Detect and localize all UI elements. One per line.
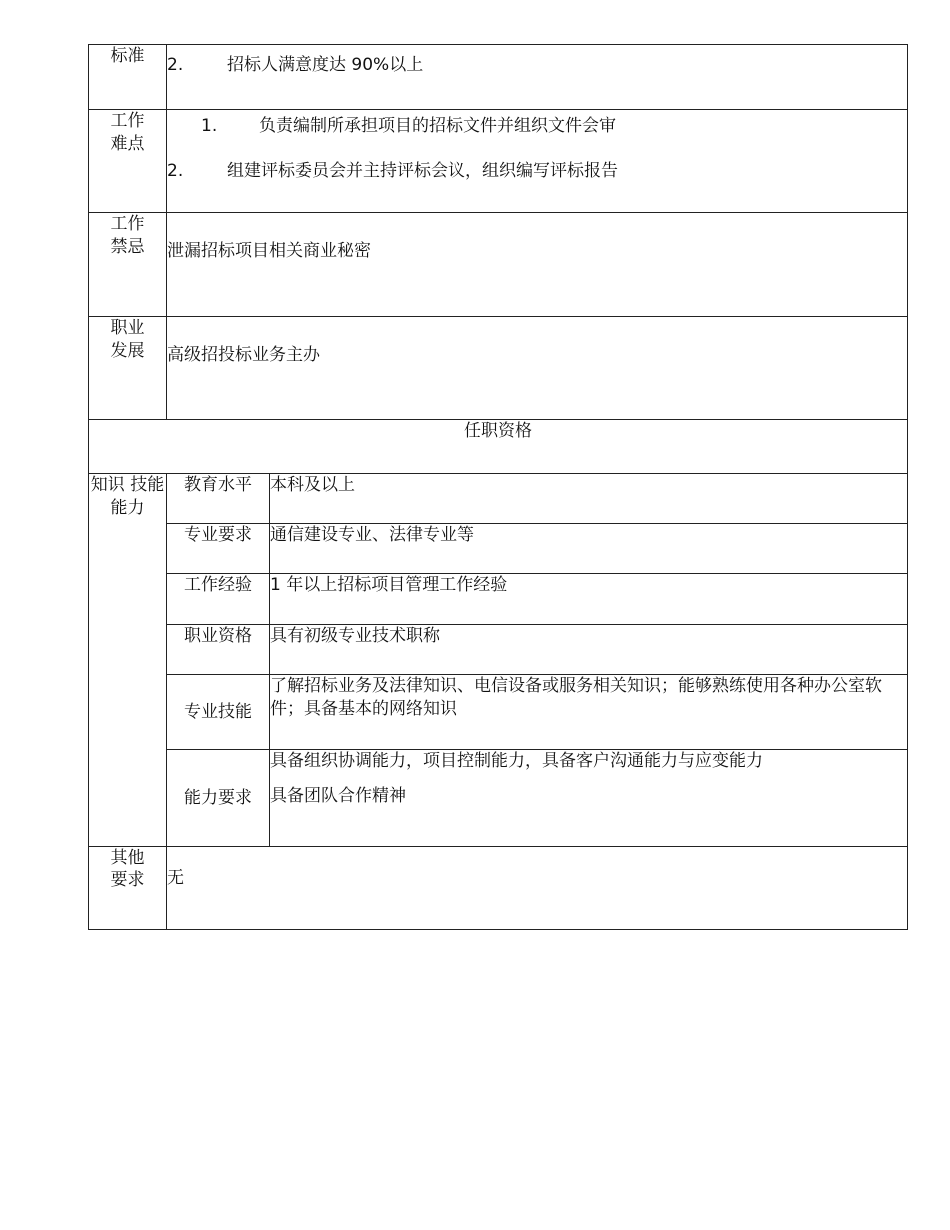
job-description-table: [88, 44, 908, 930]
qualification-value-major: 通信建设专业、法律专业等: [270, 524, 908, 574]
other-content: 无: [167, 847, 908, 930]
difficulty-item: 1. 负责编制所承担项目的招标文件并组织文件会审: [201, 116, 616, 136]
qualification-label-experience: 工作经验: [167, 574, 270, 625]
row-taboo: [89, 213, 908, 317]
qualification-value-certification: 具有初级专业技术职称: [270, 625, 908, 675]
row-other: [89, 847, 908, 930]
difficulty-item: 2. 组建评标委员会并主持评标会议，组织编写评标报告: [167, 160, 618, 181]
career-content: 高级招投标业务主办: [167, 317, 908, 420]
qualification-row: [89, 574, 908, 625]
qualification-label-skills: 专业技能: [167, 675, 270, 750]
qualification-label-abilities: 能力要求: [167, 750, 270, 847]
qualification-label-major: 专业要求: [167, 524, 270, 574]
qualification-value-skills: 了解招标业务及法律知识、电信设备或服务相关知识；能够熟练使用各种办公室软件；具备基本的网络知识: [270, 675, 908, 750]
standard-label: 标准: [89, 45, 167, 110]
standard-item: 2. 招标人满意度达 90%以上: [167, 55, 424, 75]
qualification-row: [89, 474, 908, 524]
qualification-label-certification: 职业资格: [167, 625, 270, 675]
difficulty-label: 工作 难点: [89, 110, 167, 213]
difficulty-content: [167, 110, 908, 213]
taboo-content: 泄漏招标项目相关商业秘密: [167, 213, 908, 317]
qualification-row: [89, 524, 908, 574]
row-career: [89, 317, 908, 420]
qualification-row: [89, 750, 908, 847]
career-label: 职业 发展: [89, 317, 167, 420]
section-title: 任职资格: [89, 420, 908, 474]
knowledge-skills-label: 知识 技能 能力: [89, 474, 167, 847]
taboo-label: 工作 禁忌: [89, 213, 167, 317]
row-difficulty: [89, 110, 908, 213]
row-standard: [89, 45, 908, 110]
qualification-row: [89, 625, 908, 675]
standard-content: [167, 45, 908, 110]
qualification-label-education: 教育水平: [167, 474, 270, 524]
row-qualifications-title: [89, 420, 908, 474]
qualification-value-experience: 1 年以上招标项目管理工作经验: [270, 574, 908, 625]
qualification-row: [89, 675, 908, 750]
other-label: 其他 要求: [89, 847, 167, 930]
qualification-value-education: 本科及以上: [270, 474, 908, 524]
qualification-value-abilities: 具备组织协调能力，项目控制能力，具备客户沟通能力与应变能力 具备团队合作精神: [270, 750, 908, 847]
